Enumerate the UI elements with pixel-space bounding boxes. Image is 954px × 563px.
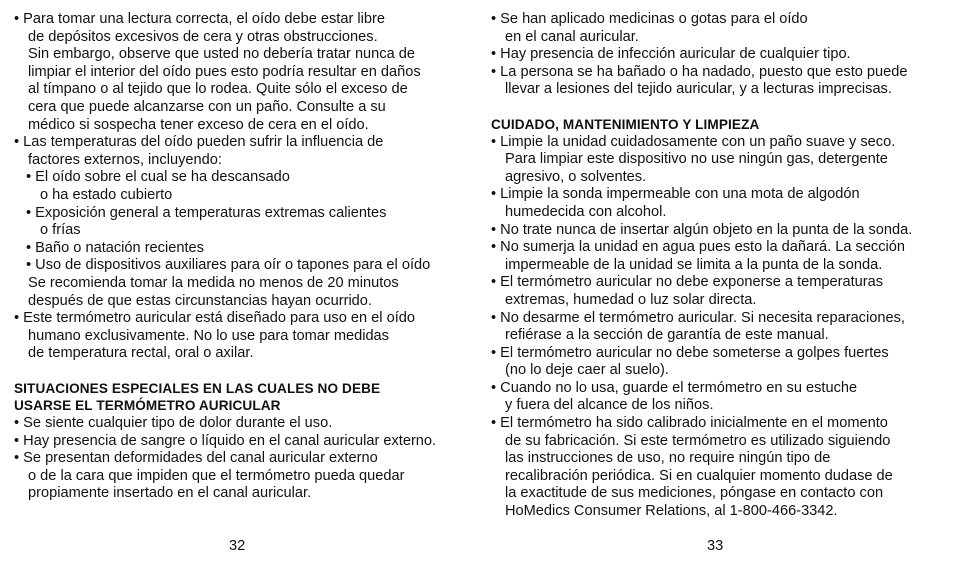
text-line: médico si sospecha tener exceso de cera en el oído. bbox=[28, 116, 369, 133]
text-line: agresivo, o solventes. bbox=[505, 168, 647, 185]
bullet-line: • La persona se ha bañado o ha nadado, puesto que esto puede bbox=[491, 63, 908, 80]
text-line: Sin embargo, observe que usted no debería tratar nunca de bbox=[28, 46, 415, 63]
bullet-line: • No trate nunca de insertar algún objeto en la punta de la sonda. bbox=[491, 221, 913, 238]
bullet-line: • El termómetro ha sido calibrado inicialmente en el momento bbox=[491, 415, 888, 432]
sub-bullet-line: • El oído sobre el cual se ha descansado bbox=[26, 169, 290, 186]
text-line: impermeable de la unidad se limita a la punta de la sonda. bbox=[505, 256, 883, 273]
text-line: propiamente insertado en el canal auricular. bbox=[28, 485, 312, 502]
text-line: o de la cara que impiden que el termómetro pueda quedar bbox=[28, 467, 405, 484]
text-line: de depósitos excesivos de cera y otras obstrucciones. bbox=[28, 28, 378, 45]
bullet-line: • Las temperaturas del oído pueden sufrir la influencia de bbox=[14, 134, 384, 151]
text-line: refiérase a la sección de garantía de este manual. bbox=[505, 327, 829, 344]
section-heading: SITUACIONES ESPECIALES EN LAS CUALES NO DEBE bbox=[14, 380, 381, 396]
sub-bullet-line: • Uso de dispositivos auxiliares para oír o tapones para el oído bbox=[26, 257, 431, 274]
text-line: las instrucciones de uso, no require ningún tipo de bbox=[505, 450, 831, 467]
bullet-line: • Cuando no lo usa, guarde el termómetro en su estuche bbox=[491, 379, 858, 396]
bullet-line: • Se han aplicado medicinas o gotas para el oído bbox=[491, 11, 808, 27]
bullet-line: • Limpie la sonda impermeable con una mota de algodón bbox=[491, 186, 860, 203]
text-line: de temperatura rectal, oral o axilar. bbox=[28, 345, 254, 362]
bullet-line: • Este termómetro auricular está diseñado para uso en el oído bbox=[14, 310, 415, 327]
text-line: cera que puede alcanzarse con un paño. Consulte a su bbox=[28, 98, 386, 115]
bullet-line: • Hay presencia de infección auricular de cualquier tipo. bbox=[491, 46, 851, 63]
bullet-line: • El termómetro auricular no debe exponerse a temperaturas bbox=[491, 274, 884, 291]
bullet-line: • El termómetro auricular no debe someterse a golpes fuertes bbox=[491, 344, 889, 361]
text-line: en el canal auricular. bbox=[505, 28, 639, 45]
bullet-line: • Para tomar una lectura correcta, el oído debe estar libre bbox=[14, 11, 385, 27]
sub-bullet-line: • Exposición general a temperaturas extremas calientes bbox=[26, 204, 387, 221]
text-line: después de que estas circunstancias hayan ocurrido. bbox=[28, 292, 372, 309]
text-line: o frías bbox=[40, 222, 81, 239]
left-page-column bbox=[14, 11, 470, 503]
text-line: Se recomienda tomar la medida no menos de 20 minutos bbox=[28, 274, 399, 291]
bullet-line: • Se siente cualquier tipo de dolor durante el uso. bbox=[14, 415, 333, 432]
text-line: humedecida con alcohol. bbox=[505, 203, 667, 220]
text-line: de su fabricación. Si este termómetro es utilizado siguiendo bbox=[505, 432, 891, 449]
bullet-line: • No sumerja la unidad en agua pues esto la dañará. La sección bbox=[491, 239, 906, 256]
text-line: HoMedics Consumer Relations, al 1-800-466-3342. bbox=[505, 503, 838, 520]
sub-bullet-line: • Baño o natación recientes bbox=[26, 239, 204, 256]
text-line: recalibración periódica. Si en cualquier momento dudase de bbox=[505, 467, 893, 484]
text-line: la exactitude de sus mediciones, póngase en contacto con bbox=[505, 485, 884, 502]
text-line: Para limpiar este dispositivo no use ningún gas, detergente bbox=[505, 151, 888, 168]
text-line: factores externos, incluyendo: bbox=[28, 151, 222, 168]
text-line: (no lo deje caer al suelo). bbox=[505, 362, 669, 379]
text-line: humano exclusivamente. No lo use para tomar medidas bbox=[28, 327, 389, 344]
bullet-line: • No desarme el termómetro auricular. Si necesita reparaciones, bbox=[491, 309, 905, 326]
text-line: o ha estado cubierto bbox=[40, 186, 173, 203]
section-heading: USARSE EL TERMÓMETRO AURICULAR bbox=[14, 398, 281, 414]
section-heading: CUIDADO, MANTENIMIENTO Y LIMPIEZA bbox=[491, 116, 760, 132]
text-line: extremas, humedad o luz solar directa. bbox=[505, 291, 757, 308]
bullet-line: • Se presentan deformidades del canal auricular externo bbox=[14, 450, 378, 467]
bullet-line: • Limpie la unidad cuidadosamente con un paño suave y seco. bbox=[491, 133, 896, 150]
text-line: al tímpano o al tejido que lo rodea. Quite sólo el exceso de bbox=[28, 81, 408, 98]
bullet-line: • Hay presencia de sangre o líquido en el canal auricular externo. bbox=[14, 432, 437, 449]
text-line: llevar a lesiones del tejido auricular, y a lecturas imprecisas. bbox=[505, 81, 892, 98]
page-number-left: 32 bbox=[229, 538, 246, 554]
right-page-column bbox=[491, 11, 943, 521]
text-line: limpiar el interior del oído pues esto podría resultar en daños bbox=[28, 63, 421, 80]
text-line: y fuera del alcance de los niños. bbox=[505, 397, 714, 414]
page-number-right: 33 bbox=[707, 538, 724, 554]
